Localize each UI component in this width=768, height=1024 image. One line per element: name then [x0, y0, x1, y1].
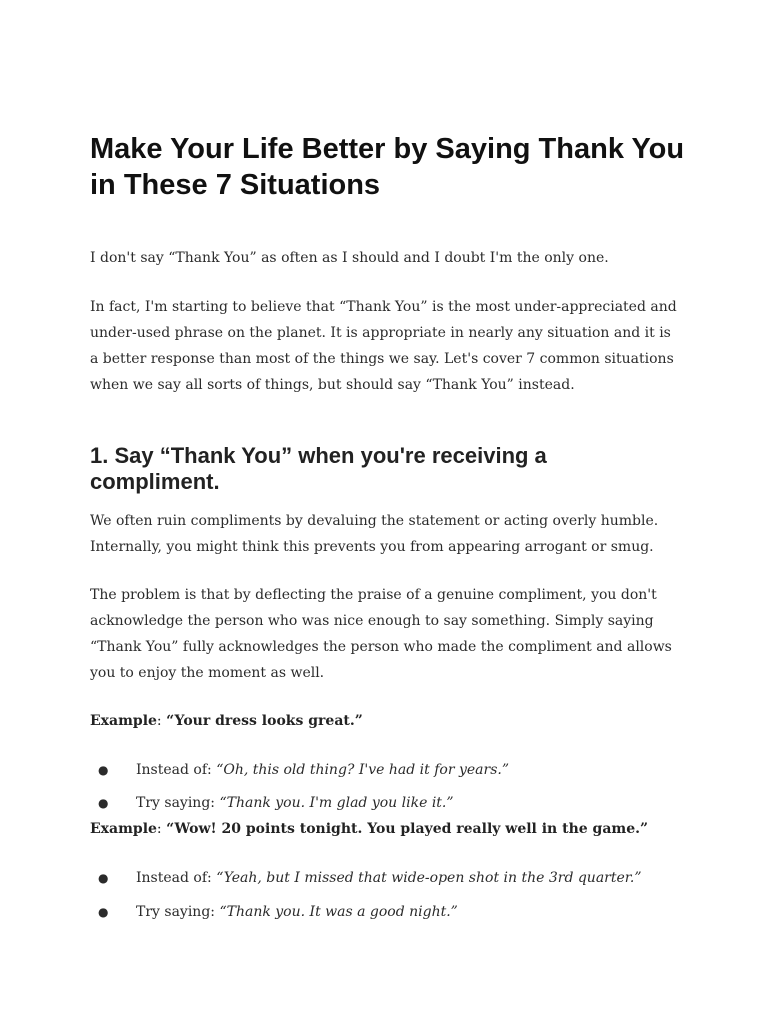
bullet-icon: ● [98, 871, 109, 885]
bullet-icon: ● [98, 796, 109, 810]
instead-label: Instead of: [136, 762, 212, 778]
example-label: Example [90, 821, 157, 837]
section-1-paragraph-1: We often ruin compliments by devaluing the statement or acting overly humble. Internally, you might think this prevents you from appearing arrogant or smug. [90, 513, 659, 555]
example-quote: “Your dress looks great.” [166, 713, 363, 729]
intro-paragraph-1: I don't say “Thank You” as often as I should and I doubt I'm the only one. [90, 250, 609, 266]
section-1-heading: 1. Say “Thank You” when you're receiving a compliment. [90, 443, 547, 494]
bullet-icon: ● [98, 905, 109, 919]
example-2: Example: “Wow! 20 points tonight. You played really well in the game.” [90, 821, 649, 837]
example-label: Example [90, 713, 157, 729]
instead-text: “Yeah, but I missed that wide-open shot in the 3rd quarter.” [216, 870, 642, 886]
example-1: Example: “Your dress looks great.” [90, 713, 363, 729]
try-text: “Thank you. I'm glad you like it.” [219, 795, 454, 811]
bullet-icon: ● [98, 763, 109, 777]
instead-label: Instead of: [136, 870, 212, 886]
article-title: Make Your Life Better by Saying Thank You in These 7 Situations [90, 133, 685, 201]
example-quote: “Wow! 20 points tonight. You played really well in the game.” [166, 821, 649, 837]
try-text: “Thank you. It was a good night.” [219, 904, 458, 920]
intro-paragraph-2: In fact, I'm starting to believe that “Thank You” is the most under-appreciated and under-used phrase on the planet. It is appropriate in nearly any situation and it is a better response than most of the things we say. Let's cover 7 common situations when we say all sorts of things, but should say “Thank You” instead. [90, 299, 677, 393]
section-1-paragraph-2: The problem is that by deflecting the praise of a genuine compliment, you don't acknowledge the person who was nice enough to say something. Simply saying “Thank You” fully acknowledges the person who made the compliment and allows you to enjoy the moment as well. [90, 587, 672, 681]
try-label: Try saying: [136, 904, 216, 920]
try-label: Try saying: [136, 795, 216, 811]
instead-text: “Oh, this old thing? I've had it for years.” [216, 762, 509, 778]
